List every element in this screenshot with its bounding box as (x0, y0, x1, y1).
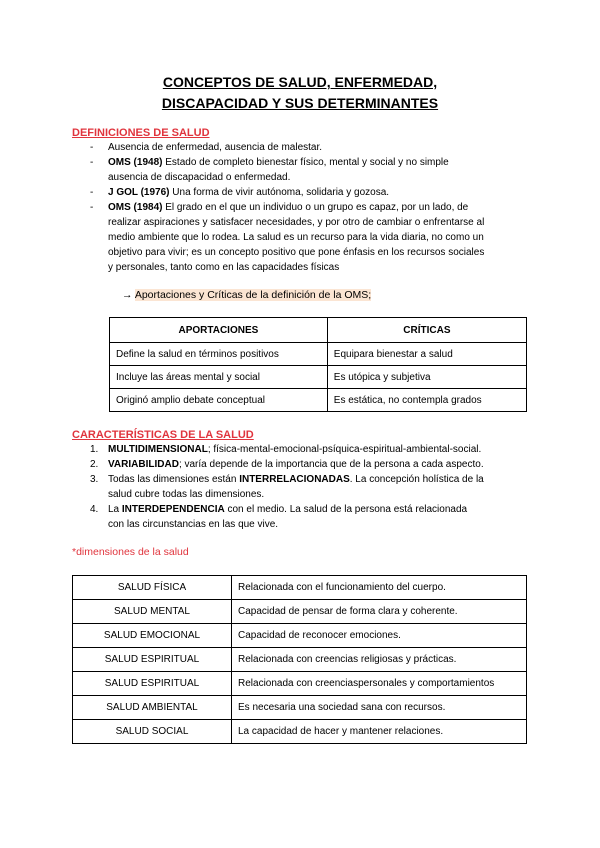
table-cell: SALUD ESPIRITUAL (73, 648, 232, 672)
oms-link-line (122, 289, 371, 301)
caracteristica-4: La INTERDEPENDENCIA con el medio. La salud de la persona está relacionada con las circunstancias en las que vive. (108, 504, 468, 530)
bullet-dash: - (90, 142, 94, 153)
table-row (110, 343, 527, 366)
table-row (73, 600, 527, 624)
table-cell: Originó amplio debate conceptual (110, 389, 328, 412)
right-arrow-icon: → (122, 289, 133, 301)
table-row (73, 672, 527, 696)
oms-table-header: APORTACIONES (110, 318, 328, 343)
caracteristica-1: MULTIDIMENSIONAL; física-mental-emocional-psíquica-espiritual-ambiental-social. (108, 444, 482, 455)
definiciones-heading: DEFINICIONES DE SALUD (72, 127, 210, 139)
page-title-line2: DISCAPACIDAD Y SUS DETERMINANTES (161, 95, 439, 111)
bullet-dash: - (90, 202, 94, 213)
caracteristica-2: VARIABILIDAD; varía depende de la importancia que de la persona a cada aspecto. (108, 459, 484, 470)
table-cell: Es utópica y subjetiva (327, 366, 526, 389)
dimensiones-table (72, 575, 527, 744)
definicion-1: Ausencia de enfermedad, ausencia de malestar. (108, 142, 323, 153)
table-cell: Incluye las áreas mental y social (110, 366, 328, 389)
table-cell: La capacidad de hacer y mantener relaciones. (232, 720, 527, 744)
table-cell: SALUD EMOCIONAL (73, 624, 232, 648)
table-cell: Capacidad de pensar de forma clara y coherente. (232, 600, 527, 624)
table-cell: Define la salud en términos positivos (110, 343, 328, 366)
caracteristica-3: Todas las dimensiones están INTERRELACIONADAS. La concepción holística de la salud cubre todas las dimensiones. (108, 474, 484, 500)
list-number: 2. (90, 459, 99, 470)
list-number: 4. (90, 504, 99, 515)
definicion-3: J GOL (1976) Una forma de vivir autónoma, solidaria y gozosa. (108, 187, 390, 198)
table-row (73, 720, 527, 744)
table-row (73, 576, 527, 600)
oms-link-text: Aportaciones y Críticas de la definición de la OMS; (134, 289, 372, 301)
oms-table-header: CRÍTICAS (327, 318, 526, 343)
page-title-line1: CONCEPTOS DE SALUD, ENFERMEDAD, (162, 74, 438, 90)
definicion-4: OMS (1984) El grado en el que un individuo o un grupo es capaz, por un lado, de realizar aspiraciones y satisfacer necesidades, y por otro de cambiar o enfrentarse al medio ambiente que lo rodea. La salud es un recurso para la vida diaria, no como un objetivo para vivir; es un concepto positivo que pone énfasis en los recursos sociales y personales, tanto como en las capacidades físicas (108, 202, 485, 273)
table-cell: SALUD FÍSICA (73, 576, 232, 600)
table-cell: Relacionada con creencias religiosas y prácticas. (232, 648, 527, 672)
definicion-2: OMS (1948) Estado de completo bienestar físico, mental y social y no simple ausencia de discapacidad o enfermedad. (108, 157, 449, 183)
dimensiones-note: *dimensiones de la salud (72, 546, 189, 558)
table-cell: Es necesaria una sociedad sana con recursos. (232, 696, 527, 720)
list-number: 1. (90, 444, 99, 455)
table-cell: SALUD ESPIRITUAL (73, 672, 232, 696)
bullet-dash: - (90, 187, 94, 198)
table-cell: Capacidad de reconocer emociones. (232, 624, 527, 648)
list-number: 3. (90, 474, 99, 485)
table-cell: Relacionada con creenciaspersonales y comportamientos (232, 672, 527, 696)
table-cell: Relacionada con el funcionamiento del cuerpo. (232, 576, 527, 600)
oms-table (109, 317, 527, 412)
table-row (73, 624, 527, 648)
table-cell: SALUD SOCIAL (73, 720, 232, 744)
bullet-dash: - (90, 157, 94, 168)
table-cell: SALUD AMBIENTAL (73, 696, 232, 720)
table-cell: Equipara bienestar a salud (327, 343, 526, 366)
caracteristicas-heading: CARACTERÍSTICAS DE LA SALUD (72, 429, 254, 441)
table-row (110, 366, 527, 389)
table-cell: SALUD MENTAL (73, 600, 232, 624)
table-row (110, 389, 527, 412)
table-row (73, 696, 527, 720)
table-cell: Es estática, no contempla grados (327, 389, 526, 412)
table-row (73, 648, 527, 672)
